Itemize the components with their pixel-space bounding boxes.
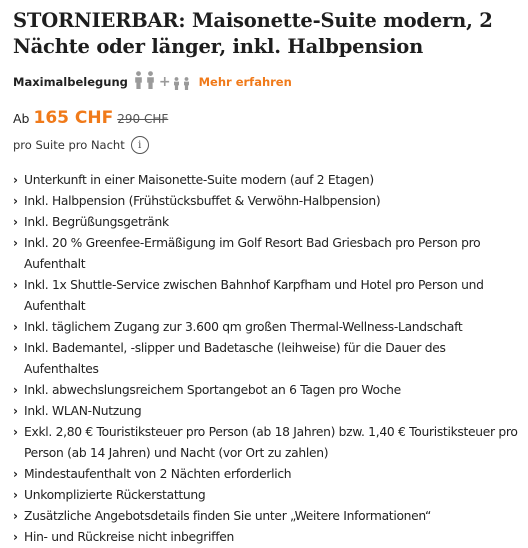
feature-text: Zusätzliche Angebotsdetails finden Sie unter „Weitere Informationen“ [24, 509, 432, 523]
price-unit-row [13, 136, 518, 154]
child-icon [173, 75, 180, 94]
chevron-right-icon: › [13, 278, 18, 292]
chevron-right-icon: › [13, 509, 18, 523]
child-icon [183, 75, 190, 94]
chevron-right-icon: › [13, 425, 18, 439]
more-info-link[interactable]: Mehr erfahren [198, 75, 292, 89]
feature-item [13, 506, 518, 527]
feature-text: Exkl. 2,80 € Touristiksteuer pro Person (ab 18 Jahren) bzw. 1,40 € Touristiksteuer pro Person (ab 14 Jahren) und Nacht (vor Ort zu zahlen) [24, 425, 518, 460]
feature-text: Mindestaufenthalt von 2 Nächten erforderlich [24, 467, 292, 481]
feature-list [13, 170, 518, 548]
feature-text: Unkomplizierte Rückerstattung [24, 488, 206, 502]
chevron-right-icon: › [13, 173, 18, 187]
feature-item [13, 233, 518, 275]
feature-item [13, 191, 518, 212]
original-price: 290 CHF [117, 112, 169, 126]
feature-text: Inkl. WLAN-Nutzung [24, 404, 142, 418]
feature-text: Inkl. täglichem Zugang zur 3.600 qm großen Thermal-Wellness-Landschaft [24, 320, 463, 334]
chevron-right-icon: › [13, 467, 18, 481]
feature-item [13, 422, 518, 464]
chevron-right-icon: › [13, 215, 18, 229]
feature-item [13, 485, 518, 506]
feature-text: Inkl. Bademantel, -slipper und Badetasche (leihweise) für die Dauer des Aufenthaltes [24, 341, 446, 376]
occupancy-row [13, 72, 518, 92]
price-unit: pro Suite pro Nacht [13, 138, 125, 152]
feature-item [13, 464, 518, 485]
chevron-right-icon: › [13, 194, 18, 208]
feature-item [13, 212, 518, 233]
adult-icon [146, 71, 155, 93]
chevron-right-icon: › [13, 383, 18, 397]
feature-text: Inkl. abwechslungsreichem Sportangebot an 6 Tagen pro Woche [24, 383, 401, 397]
chevron-right-icon: › [13, 341, 18, 355]
feature-text: Inkl. 1x Shuttle-Service zwischen Bahnhof Karpfham und Hotel pro Person und Aufenthalt [24, 278, 484, 313]
chevron-right-icon: › [13, 236, 18, 250]
feature-item [13, 275, 518, 317]
feature-item [13, 338, 518, 380]
info-icon[interactable]: i [131, 136, 149, 154]
feature-item [13, 527, 518, 548]
feature-text: Hin- und Rückreise nicht inbegriffen [24, 530, 234, 544]
feature-item [13, 170, 518, 191]
feature-text: Inkl. Begrüßungsgetränk [24, 215, 169, 229]
price-prefix: Ab [13, 111, 30, 126]
price-row [13, 108, 518, 128]
feature-item [13, 401, 518, 422]
chevron-right-icon: › [13, 530, 18, 544]
offer-title: STORNIERBAR: Maisonette-Suite modern, 2 Nächte oder länger, inkl. Halbpension [13, 9, 493, 58]
plus-icon: + [158, 74, 171, 90]
occupancy-label: Maximalbelegung [13, 75, 128, 89]
feature-item [13, 380, 518, 401]
adult-icon [134, 71, 143, 93]
current-price: 165 CHF [33, 108, 114, 128]
chevron-right-icon: › [13, 404, 18, 418]
chevron-right-icon: › [13, 488, 18, 502]
chevron-right-icon: › [13, 320, 18, 334]
feature-text: Unterkunft in einer Maisonette-Suite modern (auf 2 Etagen) [24, 173, 374, 187]
feature-text: Inkl. Halbpension (Frühstücksbuffet & Verwöhn-Halbpension) [24, 194, 381, 208]
feature-text: Inkl. 20 % Greenfee-Ermäßigung im Golf Resort Bad Griesbach pro Person pro Aufenthalt [24, 236, 481, 271]
feature-item [13, 317, 518, 338]
